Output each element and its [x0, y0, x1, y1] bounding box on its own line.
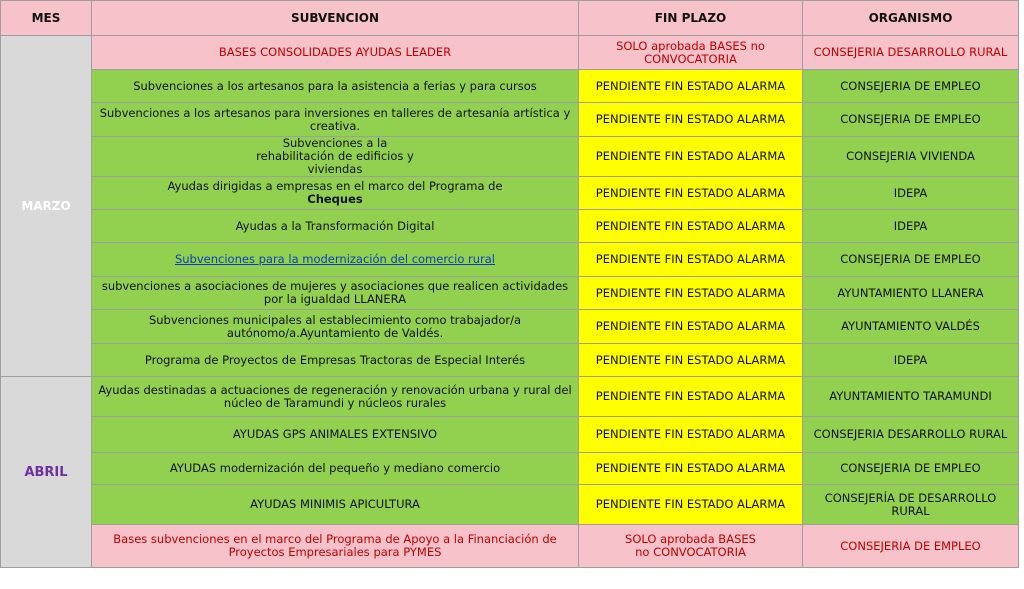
organismo-cell: CONSEJERIA VIVIENDA: [803, 137, 1019, 177]
subvencion-cell: subvenciones a asociaciones de mujeres y asociaciones que realicen actividades por la igualdad LLANERA: [92, 277, 579, 310]
table-row: [1, 453, 1019, 485]
fin-plazo-cell: PENDIENTE FIN ESTADO ALARMA: [579, 453, 803, 485]
table-row: [1, 310, 1019, 344]
organismo-cell: CONSEJERÍA DE DESARROLLO RURAL: [803, 485, 1019, 525]
organismo-cell: AYUNTAMIENTO LLANERA: [803, 277, 1019, 310]
fin-plazo-cell: PENDIENTE FIN ESTADO ALARMA: [579, 417, 803, 453]
month-cell-abril: ABRIL: [1, 377, 92, 568]
table-row: [1, 36, 1019, 70]
organismo-cell: IDEPA: [803, 344, 1019, 377]
table-row: [1, 344, 1019, 377]
subvencion-cell: AYUDAS modernización del pequeño y mediano comercio: [92, 453, 579, 485]
subvencion-link[interactable]: Subvenciones para la modernización del comercio rural: [174, 252, 496, 266]
table-row: [1, 525, 1019, 568]
fin-plazo-cell: PENDIENTE FIN ESTADO ALARMA: [579, 210, 803, 243]
table-row: [1, 243, 1019, 277]
header-mes: MES: [1, 1, 92, 36]
subvencion-cell: AYUDAS GPS ANIMALES EXTENSIVO: [92, 417, 579, 453]
organismo-cell: CONSEJERIA DESARROLLO RURAL: [803, 417, 1019, 453]
subvencion-cell: Ayudas destinadas a actuaciones de regeneración y renovación urbana y rural del núcleo de Taramundi y núcleos rurales: [92, 377, 579, 417]
subvencion-cell: [92, 243, 579, 277]
organismo-cell: CONSEJERIA DE EMPLEO: [803, 525, 1019, 568]
organismo-cell: AYUNTAMIENTO VALDÉS: [803, 310, 1019, 344]
subvencion-cell: Ayudas a la Transformación Digital: [92, 210, 579, 243]
fin-plazo-cell: PENDIENTE FIN ESTADO ALARMA: [579, 137, 803, 177]
subvencion-cell: [92, 177, 579, 210]
organismo-cell: CONSEJERIA DE EMPLEO: [803, 243, 1019, 277]
month-cell-marzo: MARZO: [1, 36, 92, 377]
fin-plazo-cell: PENDIENTE FIN ESTADO ALARMA: [579, 310, 803, 344]
fin-plazo-cell: SOLO aprobada BASES no CONVOCATORIA: [579, 36, 803, 70]
header-organismo: ORGANISMO: [803, 1, 1019, 36]
table-row: [1, 103, 1019, 137]
table-row: [1, 485, 1019, 525]
table-row: [1, 377, 1019, 417]
fin-plazo-cell: PENDIENTE FIN ESTADO ALARMA: [579, 243, 803, 277]
subvencion-cell: AYUDAS MINIMIS APICULTURA: [92, 485, 579, 525]
subvencion-cell: Programa de Proyectos de Empresas Tractoras de Especial Interés: [92, 344, 579, 377]
organismo-cell: CONSEJERIA DE EMPLEO: [803, 70, 1019, 103]
organismo-cell: CONSEJERIA DE EMPLEO: [803, 103, 1019, 137]
subvencion-bold-text: Cheques: [307, 192, 363, 206]
fin-plazo-cell: PENDIENTE FIN ESTADO ALARMA: [579, 377, 803, 417]
table-row: [1, 137, 1019, 177]
subvencion-cell: Subvenciones a la rehabilitación de edificios y viviendas: [92, 137, 579, 177]
fin-plazo-cell: PENDIENTE FIN ESTADO ALARMA: [579, 70, 803, 103]
subvencion-cell: BASES CONSOLIDADES AYUDAS LEADER: [92, 36, 579, 70]
organismo-cell: IDEPA: [803, 177, 1019, 210]
subvencion-text: Ayudas dirigidas a empresas en el marco del Programa de: [167, 179, 503, 193]
organismo-cell: AYUNTAMIENTO TARAMUNDI: [803, 377, 1019, 417]
table-row: [1, 277, 1019, 310]
fin-plazo-cell: SOLO aprobada BASES no CONVOCATORIA: [579, 525, 803, 568]
subvencion-cell: Subvenciones a los artesanos para inversiones en talleres de artesanía artística y creativa.: [92, 103, 579, 137]
table-row: [1, 210, 1019, 243]
table-row: [1, 70, 1019, 103]
header-fin-plazo: FIN PLAZO: [579, 1, 803, 36]
subvencion-cell: Subvenciones a los artesanos para la asistencia a ferias y para cursos: [92, 70, 579, 103]
organismo-cell: CONSEJERIA DE EMPLEO: [803, 453, 1019, 485]
fin-plazo-cell: PENDIENTE FIN ESTADO ALARMA: [579, 485, 803, 525]
fin-plazo-cell: PENDIENTE FIN ESTADO ALARMA: [579, 344, 803, 377]
table-row: [1, 177, 1019, 210]
header-row: [1, 1, 1019, 36]
header-subvencion: SUBVENCION: [92, 1, 579, 36]
table-row: [1, 417, 1019, 453]
organismo-cell: IDEPA: [803, 210, 1019, 243]
fin-plazo-cell: PENDIENTE FIN ESTADO ALARMA: [579, 103, 803, 137]
subvencion-cell: Subvenciones municipales al establecimiento como trabajador/a autónomo/a.Ayuntamiento de Valdés.: [92, 310, 579, 344]
subvencion-cell: Bases subvenciones en el marco del Programa de Apoyo a la Financiación de Proyectos Empresariales para PYMES: [92, 525, 579, 568]
fin-plazo-cell: PENDIENTE FIN ESTADO ALARMA: [579, 177, 803, 210]
fin-plazo-cell: PENDIENTE FIN ESTADO ALARMA: [579, 277, 803, 310]
organismo-cell: CONSEJERIA DESARROLLO RURAL: [803, 36, 1019, 70]
